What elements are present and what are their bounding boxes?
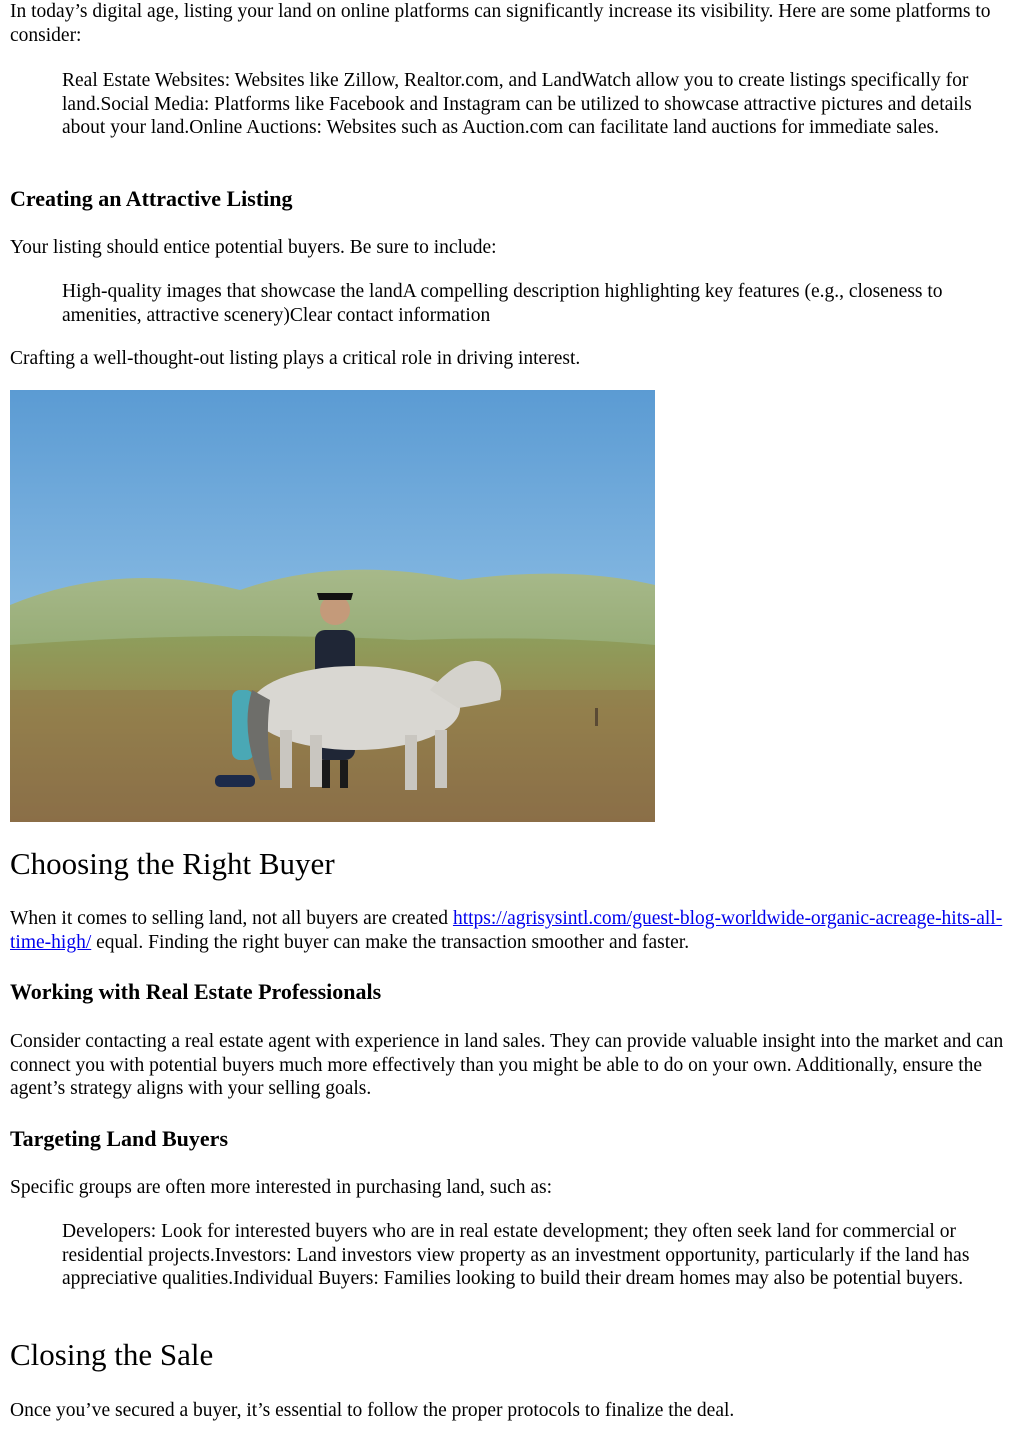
listing-lead: Your listing should entice potential buyers. Be sure to include: [10,237,497,258]
intro-paragraph: In today’s digital age, listing your land on online platforms can significantly increase its visibility. Here are some platforms to consider: [10,1,991,46]
horse-photo [10,390,655,822]
buyer-text-after: equal. Finding the right buyer can make the transaction smoother and faster. [91,931,690,953]
professionals-heading: Working with Real Estate Professionals [10,979,382,1004]
targeting-items: Developers: Look for interested buyers who are in real estate development; they often seek land for commercial or residential projects.Investors: Land investors view property as an investment opportunity, particularly if the land has appreciative qualities.Individual Buyers: Families looking to build their dream homes may also be potential buyers. [62,1221,970,1289]
targeting-lead: Specific groups are often more interested in purchasing land, such as: [10,1177,553,1198]
listing-heading: Creating an Attractive Listing [10,186,293,211]
closing-paragraph: Once you’ve secured a buyer, it’s essential to follow the proper protocols to finalize the deal. [10,1400,735,1421]
buyer-paragraph [10,907,1010,954]
targeting-heading: Targeting Land Buyers [10,1126,229,1151]
listing-closing: Crafting a well-thought-out listing plays a critical role in driving interest. [10,348,581,369]
buyer-heading: Choosing the Right Buyer [10,846,335,881]
closing-heading: Closing the Sale [10,1337,214,1372]
professionals-paragraph: Consider contacting a real estate agent with experience in land sales. They can provide valuable insight into the market and can connect you with potential buyers much more effectively than you might be able to do on your own. Additionally, ensure the agent’s strategy aligns with your selling goals. [10,1031,1004,1099]
buyer-text-before: When it comes to selling land, not all buyers are created [10,908,453,929]
platforms-list: Real Estate Websites: Websites like Zillow, Realtor.com, and LandWatch allow you to create listings specifically for land.Social Media: Platforms like Facebook and Instagram can be utilized to showcase attractive pictures and details about your land.Online Auctions: Websites such as Auction.com can facilitate land auctions for immediate sales. [62,70,972,138]
agrisys-link[interactable]: https://agrisysintl.com/guest-blog-worldwide-organic-acreage-hits-all-time-high/ [10,908,1003,953]
listing-items: High-quality images that showcase the landA compelling description highlighting key features (e.g., closeness to amenities, attractive scenery)Clear contact information [62,281,943,326]
